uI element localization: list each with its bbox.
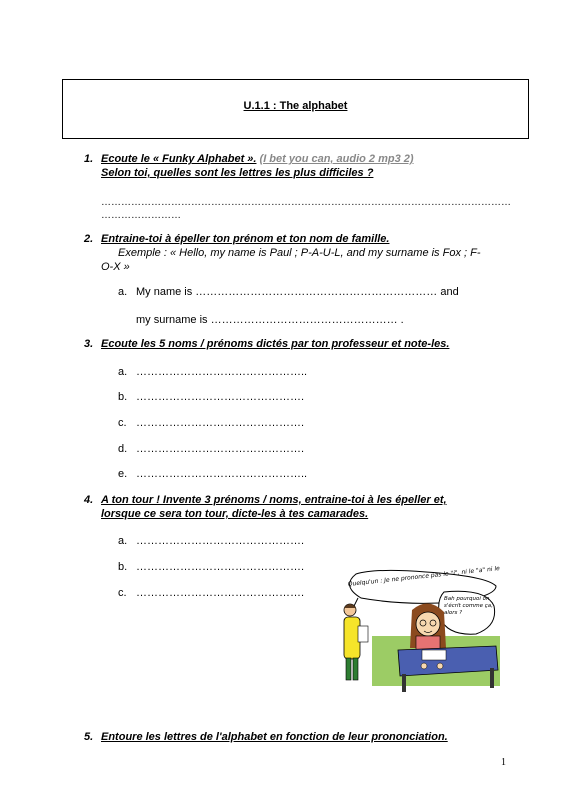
q3-item: d. bbox=[118, 443, 128, 455]
q3-answer-field[interactable]: ………………………………………. bbox=[136, 391, 305, 403]
q5-text: Entoure les lettres de l'alphabet en fonction de leur prononciation. bbox=[101, 731, 448, 743]
q4-line1: A ton tour ! Invente 3 prénoms / noms, entraine-toi à les épeller et, bbox=[101, 494, 447, 506]
q1-line1 bbox=[101, 153, 414, 165]
q3-item: a. bbox=[118, 366, 128, 378]
q2-text: Entraine-toi à épeller ton prénom et ton nom de famille. bbox=[101, 233, 390, 245]
q3-answer-field[interactable]: ……………………………………….. bbox=[136, 468, 308, 480]
q2-number: 2. bbox=[84, 233, 94, 245]
q4-item: a. bbox=[118, 535, 128, 547]
teacher-body-icon bbox=[344, 617, 360, 659]
q5-number: 5. bbox=[84, 731, 94, 743]
q1-number: 1. bbox=[84, 153, 94, 165]
q1-answer-line2[interactable]: …………………… bbox=[101, 210, 181, 221]
q4-answer-field[interactable]: ………………………………………. bbox=[136, 587, 305, 599]
q3-item: e. bbox=[118, 468, 128, 480]
q3-item: c. bbox=[118, 417, 127, 429]
title-box bbox=[62, 79, 529, 139]
cartoon-illustration bbox=[336, 566, 501, 696]
page-number: 1 bbox=[501, 757, 506, 768]
q1-answer-line1[interactable]: …………………………………………………………………………………………………………… bbox=[101, 197, 511, 208]
q2-example-line1: Exemple : « Hello, my name is Paul ; P-A-U-L, and my surname is Fox ; F- bbox=[118, 247, 481, 259]
q4-answer-field[interactable]: ………………………………………. bbox=[136, 535, 305, 547]
q3-item: b. bbox=[118, 391, 128, 403]
q4-item: c. bbox=[118, 587, 127, 599]
q2-a-label: a. bbox=[118, 286, 128, 298]
q1-text: Ecoute le « Funky Alphabet ». bbox=[101, 153, 257, 165]
q2-name-field[interactable]: My name is ………………………………………………………… and bbox=[136, 286, 459, 298]
classroom-cartoon bbox=[336, 566, 501, 696]
q2-surname-field[interactable]: my surname is …………………………………………… . bbox=[136, 314, 404, 326]
q2-example-line2: O-X » bbox=[101, 261, 130, 273]
q3-answer-field[interactable]: ……………………………………….. bbox=[136, 366, 308, 378]
q4-item: b. bbox=[118, 561, 128, 573]
q4-line2: lorsque ce sera ton tour, dicte-les à tes camarades. bbox=[101, 508, 369, 520]
q3-number: 3. bbox=[84, 338, 94, 350]
q3-answer-field[interactable]: ………………………………………. bbox=[136, 417, 305, 429]
q4-answer-field[interactable]: ………………………………………. bbox=[136, 561, 305, 573]
q1-line2: Selon toi, quelles sont les lettres les plus difficiles ? bbox=[101, 167, 374, 179]
q3-text: Ecoute les 5 noms / prénoms dictés par ton professeur et note-les. bbox=[101, 338, 450, 350]
q1-note: (I bet you can, audio 2 mp3 2) bbox=[259, 153, 414, 165]
bubble2-text: Bah pourquoi on s'écrit comme ça, alors ? bbox=[444, 596, 493, 616]
page-title: U.1.1 : The alphabet bbox=[243, 100, 348, 112]
paper-icon bbox=[422, 650, 446, 660]
q4-number: 4. bbox=[84, 494, 94, 506]
q3-answer-field[interactable]: ………………………………………. bbox=[136, 443, 305, 455]
bubble1-text: Quelqu'un : Je ne prononce pas le "i", ni le "a" ni le "e"... bbox=[347, 566, 501, 588]
